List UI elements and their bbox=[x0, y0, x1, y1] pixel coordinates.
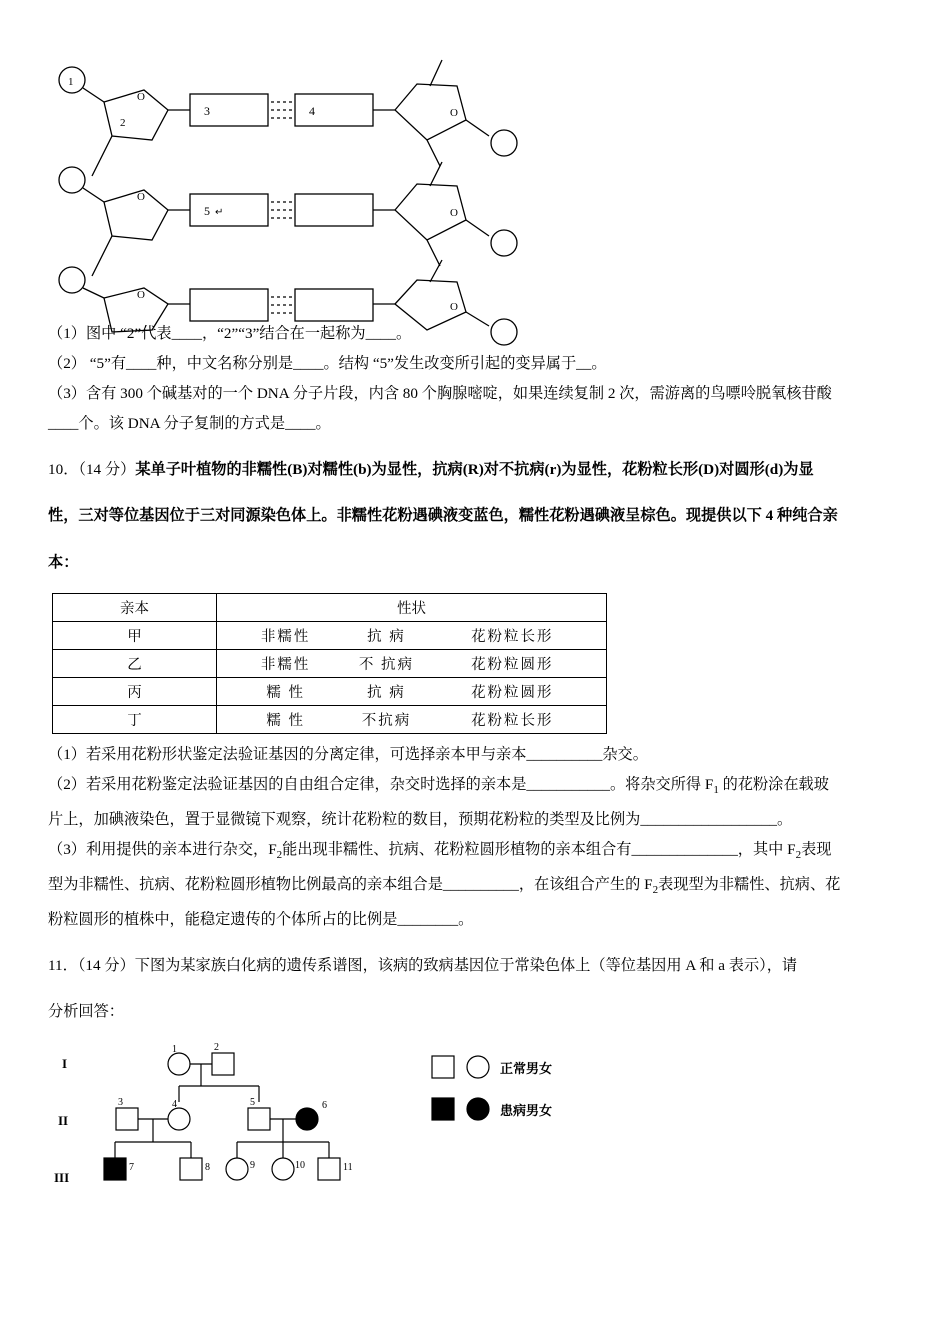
q10-sub1: （1）若采用花粉形状鉴定法验证基因的分离定律，可选择亲本甲与亲本__________杂交。 bbox=[48, 745, 648, 763]
table-header-parent: 亲本 bbox=[53, 593, 217, 621]
parent-name: 乙 bbox=[53, 649, 217, 677]
page-content bbox=[48, 40, 908, 1207]
svg-text:II: II bbox=[58, 1113, 69, 1129]
parent-name: 丙 bbox=[53, 677, 217, 705]
table-header-row bbox=[53, 593, 607, 621]
trait-pollen: 花粉粒圆形 bbox=[471, 656, 554, 673]
q10-sub3-b-a: 型为非糯性、抗病、花粉粒圆形植物比例最高的亲本组合是__________，在该组合产生的 F bbox=[48, 875, 653, 893]
dna-structure-figure bbox=[52, 40, 592, 313]
q9-sub3-line1: （3）含有 300 个碱基对的一个 DNA 分子片段，内含 80 个胸腺嘧啶，如果连续复制 2 次，需游离的鸟嘌呤脱氧核苷酸 bbox=[48, 385, 832, 402]
trait-waxy: 非糯性 bbox=[260, 656, 311, 673]
q10-stem-line2: 性，三对等位基因位于三对同源染色体上。非糯性花粉遇碘液变蓝色，糯性花粉遇碘液呈棕色。现提供以下 4 种纯合亲 bbox=[48, 507, 838, 525]
svg-text:6: 6 bbox=[322, 1100, 327, 1112]
svg-text:O: O bbox=[450, 301, 458, 313]
q10-number: 10． bbox=[48, 461, 79, 479]
svg-text:9: 9 bbox=[250, 1160, 255, 1172]
table-row bbox=[53, 649, 607, 677]
q9-sub2: （2） “5”有____种，中文名称分别是____。结构 “5”发生改变所引起的变异属于__。 bbox=[48, 355, 607, 372]
svg-text:患病男女: 患病男女 bbox=[500, 1103, 553, 1119]
q9-sub3-line2: ____个。该 DNA 分子复制的方式是____。 bbox=[48, 415, 331, 432]
trait-pollen: 花粉粒长形 bbox=[471, 712, 554, 729]
svg-text:11: 11 bbox=[343, 1162, 353, 1174]
svg-text:O: O bbox=[450, 107, 458, 119]
q10-sub3-sub2: 2 bbox=[795, 848, 802, 861]
trait-waxy: 糯 性 bbox=[266, 684, 305, 701]
trait-waxy: 非糯性 bbox=[260, 628, 311, 645]
q10-stem-text1: 某单子叶植物的非糯性(B)对糯性(b)为显性，抗病(R)对不抗病(r)为显性，花粉粒长形(D)对圆形(d)为显 bbox=[135, 461, 814, 479]
trait-pollen: 花粉粒长形 bbox=[471, 628, 554, 645]
q10-stem-line3: 本： bbox=[48, 553, 79, 571]
svg-text:4: 4 bbox=[309, 104, 315, 118]
q10-sub2-line1 bbox=[48, 770, 908, 805]
table-row bbox=[53, 621, 607, 649]
svg-text:3: 3 bbox=[204, 104, 210, 118]
question-10 bbox=[48, 454, 908, 935]
svg-text:正常男女: 正常男女 bbox=[500, 1061, 553, 1077]
svg-text:1: 1 bbox=[68, 76, 74, 88]
trait-disease: 抗 病 bbox=[367, 628, 406, 645]
q11-stem-text1: 下图为某家族白化病的遗传系谱图，该病的致病基因位于常染色体上（等位基因用 A 和 a 表示），请 bbox=[134, 957, 798, 975]
table-row bbox=[53, 677, 607, 705]
q10-score: （14 分） bbox=[78, 461, 136, 479]
q10-sub3-line1 bbox=[48, 835, 908, 870]
q10-sub3-mid: 能出现非糯性、抗病、花粉粒圆形植物的亲本组合有______________，其中 F bbox=[282, 840, 796, 858]
q11-stem-line2: 分析回答： bbox=[48, 1003, 124, 1021]
question-11 bbox=[48, 950, 908, 1207]
svg-text:↵: ↵ bbox=[215, 207, 224, 218]
trait-disease: 不抗病 bbox=[361, 712, 412, 729]
svg-text:I: I bbox=[62, 1056, 68, 1072]
parent-name: 丁 bbox=[53, 705, 217, 733]
trait-pollen: 花粉粒圆形 bbox=[471, 684, 554, 701]
q11-number: 11． bbox=[48, 957, 78, 975]
svg-text:7: 7 bbox=[129, 1162, 134, 1174]
svg-text:3: 3 bbox=[118, 1097, 123, 1109]
trait-disease: 不 抗病 bbox=[358, 656, 415, 673]
svg-text:4: 4 bbox=[172, 1099, 177, 1111]
q10-sub3-sub1: 2 bbox=[276, 848, 283, 861]
trait-cell bbox=[217, 649, 607, 677]
svg-text:10: 10 bbox=[295, 1160, 305, 1172]
trait-disease: 抗 病 bbox=[367, 684, 406, 701]
svg-text:O: O bbox=[137, 91, 145, 103]
q10-stem-line1 bbox=[48, 454, 908, 485]
pedigree-figure bbox=[54, 1042, 754, 1207]
table-row bbox=[53, 705, 607, 733]
svg-text:1: 1 bbox=[172, 1044, 177, 1056]
q10-sub2-line2: 片上，加碘液染色，置于显微镜下观察，统计花粉粒的数目，预期花粉粒的类型及比例为__________________。 bbox=[48, 810, 793, 828]
q9-sub1: （1）图中 “2”代表____，“2”“3”结合在一起称为____。 bbox=[48, 325, 412, 342]
trait-waxy: 糯 性 bbox=[266, 712, 305, 729]
q10-sub3-a: （3）利用提供的亲本进行杂交，F bbox=[48, 840, 277, 858]
table-header-traits: 性状 bbox=[217, 593, 607, 621]
svg-text:8: 8 bbox=[205, 1162, 210, 1174]
svg-text:5: 5 bbox=[250, 1097, 255, 1109]
parent-name: 甲 bbox=[53, 621, 217, 649]
svg-text:O: O bbox=[137, 289, 145, 301]
q10-sub2-subscript: 1 bbox=[713, 783, 719, 796]
svg-text:III: III bbox=[54, 1170, 70, 1186]
q10-sub2-a: （2）若采用花粉鉴定法验证基因的自由组合定律，杂交时选择的亲本是___________。将杂交所得 F bbox=[48, 775, 714, 793]
q10-sub3-end: 表现 bbox=[801, 840, 832, 858]
q10-sub3-b-end: 表现型为非糯性、抗病、花 bbox=[658, 875, 841, 893]
parents-table bbox=[52, 593, 607, 734]
q10-sub3-line3: 粉粒圆形的植株中，能稳定遗传的个体所占的比例是________。 bbox=[48, 910, 474, 928]
svg-text:2: 2 bbox=[120, 117, 126, 129]
question-9-subitems bbox=[48, 319, 908, 439]
svg-text:O: O bbox=[137, 191, 145, 203]
trait-cell bbox=[217, 705, 607, 733]
q10-sub3-b-sub: 2 bbox=[652, 883, 659, 896]
svg-text:5: 5 bbox=[204, 204, 210, 218]
trait-cell bbox=[217, 677, 607, 705]
svg-text:2: 2 bbox=[214, 1042, 219, 1054]
q11-stem-line1 bbox=[48, 950, 908, 981]
q11-score: （14 分） bbox=[77, 957, 135, 975]
q10-sub2-a-end: 的花粉涂在载玻 bbox=[718, 775, 829, 793]
q10-sub3-line2 bbox=[48, 870, 908, 905]
trait-cell bbox=[217, 621, 607, 649]
svg-text:O: O bbox=[450, 207, 458, 219]
